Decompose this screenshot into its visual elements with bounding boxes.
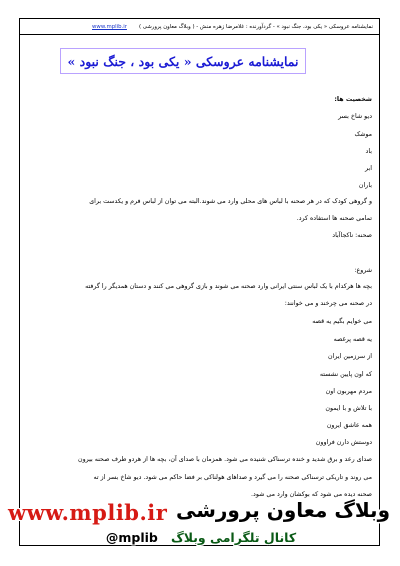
song-line: می خوایم بگیم یه قصه [312,318,372,325]
body-line: صدای رعد و برق شدید و خنده ترسناکی شنیده می شود. همزمان با صدای آن، بچه ها از هردو طرف صحنه بیرون [77,456,372,463]
channel-prefix: کانال تلگرامی وبلاگ [170,530,297,545]
body-line: بچه ها هرکدام با یک لباس سنتی ایرانی وارد صحنه می شوند و بازی گروهی می کنند و دستان همدیگر را گرفته [85,283,372,290]
running-header [20,19,379,35]
body-line: تمامی صحنه ها استفاده کرد. [296,215,372,222]
body-line: و گروهی کودک که در هر صحنه با لباس های محلی وارد می شوند.البته می توان از لباس فرم و یکدست برای [89,198,372,205]
page-border [19,18,380,546]
body-line: موشک [354,131,372,138]
header-site-link[interactable]: www.mplib.ir [92,24,127,30]
body-line: می روند و تاریکی ترسناکی صحنه را می گیرد و صداهای هولناکی بر فضا حاکم می شود. دیو شاخ بسر از ته [93,474,372,481]
document-title-box [60,48,306,74]
song-line: با تلاش و با ایمون [325,405,372,412]
song-line: دوستش دارن فراوون [315,439,372,446]
body-line: در صحنه می چرخند و می خوانند: [284,300,372,307]
start-heading: شروع: [354,267,372,274]
body-line: دیو شاخ بسر [338,113,372,120]
song-line: یه قصه پرغصه [333,336,372,343]
channel-handle: @mplib [105,530,158,545]
document-title: نمایشنامه عروسکی « یکی بود ، جنگ نبود » [67,53,299,69]
song-line: مردم مهربون اون [325,388,372,395]
channel-watermark [58,530,344,548]
header-text: نمایشنامه عروسکی « یکی بود، جنگ نبود » - گردآورنده : غلامرضا زهره منش - ( وبلاگ معاون پرورشی ) [138,24,373,30]
scene-line: صحنه: ناکجاآباد [332,232,372,239]
characters-heading: شخصیت ها: [334,96,372,103]
body-line: صحنه دیده می شود که بوکشان وارد می شود. [251,491,372,498]
song-line: از سرزمین ایران [327,353,372,360]
body-line: باران [358,182,372,189]
body-line: ابر [365,165,372,172]
blog-watermark: وبلاگ معاون پرورشی [175,498,390,522]
body-line: باد [365,148,372,155]
site-watermark: www.mplib.ir [8,500,168,525]
song-line: همه عاشق ایرون [326,422,372,429]
song-line: که اون پایین نشسته [319,371,372,378]
